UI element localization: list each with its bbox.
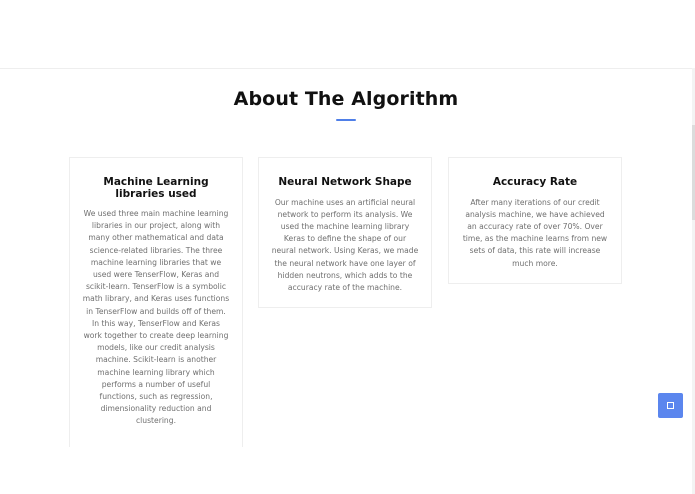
- card-neural-network-shape: [258, 157, 432, 308]
- header-bar: [0, 0, 695, 69]
- card-text: Our machine uses an artificial neural network to perform its analysis. We used the machine learning library Keras to define the shape of our neural network. Using Keras, we made the neural network have one layer of hidden neutrons, which adds to the accuracy rate of the machine.: [271, 197, 419, 292]
- card-title: Neural Network Shape: [278, 176, 412, 188]
- floating-action-button[interactable]: [658, 393, 683, 418]
- card-title: Accuracy Rate: [492, 176, 578, 188]
- card-text: We used three main machine learning libraries in our project, along with many other mathematical and data science-related libraries. The three machine learning libraries that we used were TenserFlow, Keras and scikit-learn. TenserFlow is a symbolic math library, and Keras uses functions in TenserFlow and builds off of them. In this way, TenserFlow and Keras work together to create deep learning models, like our credit analysis machine. Scikit-learn is another machine learning library which performs a number of useful functions, such as regression, dimensionality reduction and clustering.: [82, 209, 230, 426]
- card-text: After many iterations of our credit analysis machine, we have achieved an accuracy rate of over 70%. Over time, as the machine learns from new sets of data, this rate will increase much more.: [462, 197, 608, 268]
- square-icon: [667, 402, 674, 409]
- card-ml-libraries: [69, 157, 243, 447]
- section-title: About The Algorithm: [233, 88, 459, 110]
- card-accuracy-rate: [448, 157, 622, 284]
- card-title: Machine Learning libraries used: [103, 176, 209, 200]
- title-underline: [336, 119, 356, 121]
